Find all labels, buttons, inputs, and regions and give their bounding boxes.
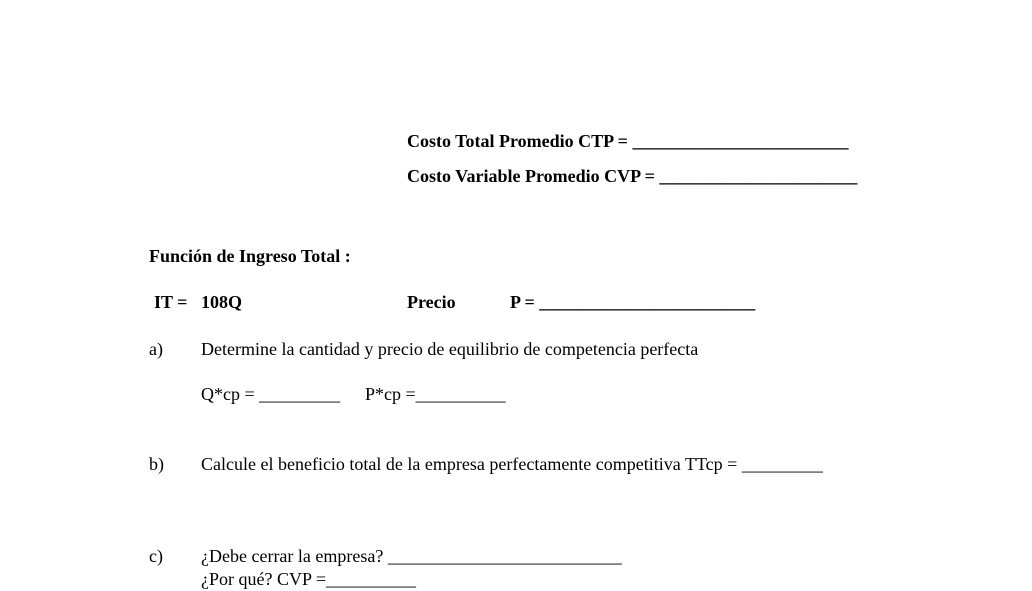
question-c-text: ¿Debe cerrar la empresa? __________________________ [201,546,622,566]
it-value: 108Q [201,292,243,312]
question-a-marker: a) [149,339,163,359]
income-heading: Función de Ingreso Total : [149,246,351,266]
question-c-text2: ¿Por qué? CVP =__________ [201,569,416,589]
it-label: IT = [154,292,188,312]
question-b-marker: b) [149,454,164,474]
cvp-line: Costo Variable Promedio CVP = ______________________ [407,166,858,186]
question-a-q-answer: Q*cp = _________ [201,384,341,404]
question-a-text: Determine la cantidad y precio de equilibrio de competencia perfecta [201,339,699,359]
ctp-line: Costo Total Promedio CTP = ________________________ [407,131,849,151]
price-field: P = ________________________ [510,292,756,312]
question-a-p-answer: P*cp =__________ [365,384,506,404]
price-label: Precio [407,292,456,312]
question-b-text: Calcule el beneficio total de la empresa perfectamente competitiva TTcp = _________ [201,454,823,474]
question-c-marker: c) [149,546,163,566]
